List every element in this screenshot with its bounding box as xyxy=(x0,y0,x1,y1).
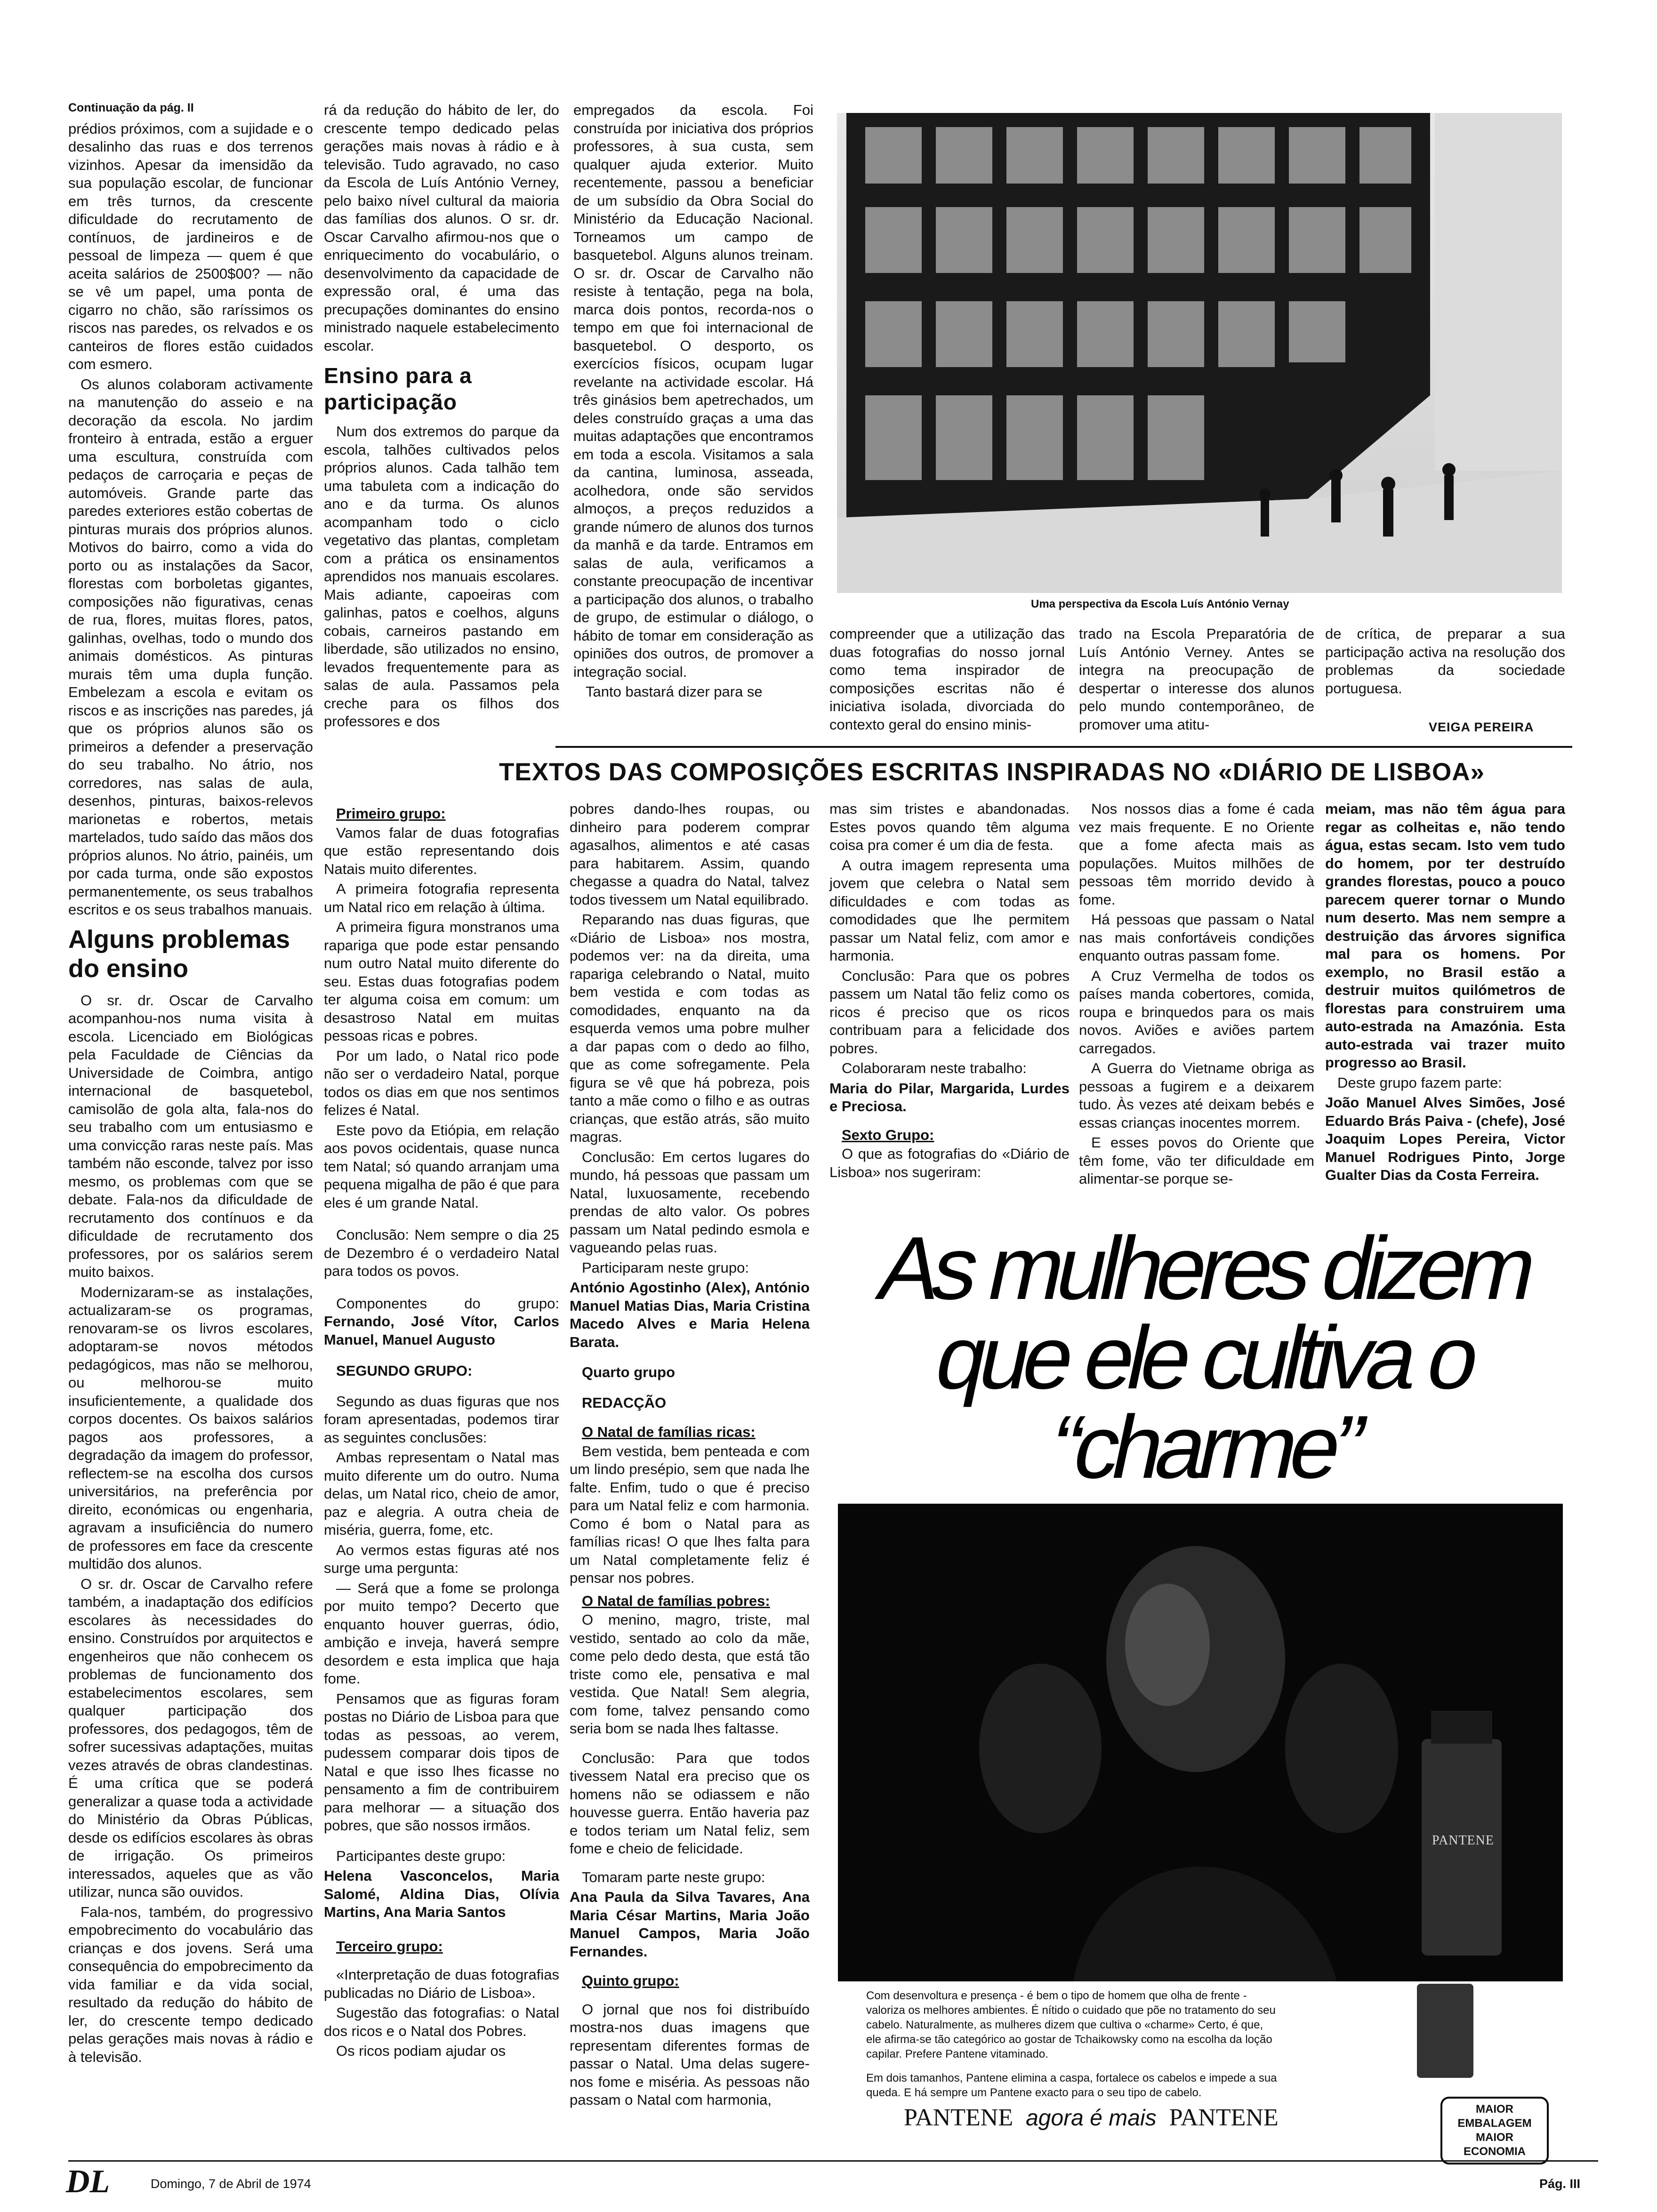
article-column-6 xyxy=(1325,625,1565,699)
paragraph: Conclusão: Nem sempre o dia 25 de Dezembro é o verdadeiro Natal para todos os povos. xyxy=(324,1226,559,1279)
paragraph: Bem vestida, bem penteada e com um lindo presépio, sem que nada lhe falte. Enfim, tudo o que é preciso para um Natal feliz e com harmonia. Como é bom o Natal para as famílias ricas! O que lhes falta para um Natal completamente feliz é pensar nos pobres. xyxy=(570,1443,810,1586)
pantene-advertisement xyxy=(828,1212,1582,2158)
compositions-column-5 xyxy=(1325,800,1565,1186)
paragraph: compreender que a utilização das duas fotografias do nosso jornal como tema inspirador de composições escritas não é iniciativa isolada, divorciada do contexto geral do ensino minis- xyxy=(829,625,1065,733)
paragraph: Sugestão das fotografias: o Natal dos ricos e o Natal dos Pobres. xyxy=(324,2004,559,2039)
members-label: Participaram neste grupo: xyxy=(582,1259,749,1276)
paragraph: O sr. dr. Oscar de Carvalho refere também, a inadaptação dos edifícios escolares às necessidades do ensino. Construídos por arquitectos e engenheiros que não conhecem os problemas de funcionamento dos estabelecimentos escolares, sem qualquer participação dos professores, dos pedagogos, têm de sofrer sucessivas adaptações, muitas vezes através de obras clandestinas. É uma crítica que se poderá generalizar a quase toda a actividade do Ministério da Obras Públicas, desde os edifícios escolares às obras de irrigação. Os primeiros interessados, aqueles que as vão utilizar, nunca são ouvidos. xyxy=(68,1575,313,1900)
members-label: Componentes do grupo: xyxy=(336,1295,559,1312)
paragraph: rá da redução do hábito de ler, do crescente tempo dedicado pelas gerações mais novas à rádio e à televisão. Tudo agravado, no caso da Escola de Luís António Verney, pelo baixo nível cultural da maioria das famílias dos alunos. O sr. dr. Oscar Carvalho afirmou-nos que o enriquecimento do vocabulário, o desenvolvimento da capacidade de expressão oral, é uma das precupações dominantes do ensino ministrado naquele estabelecimento escolar. xyxy=(324,102,559,354)
ad-slogan xyxy=(904,2104,1279,2132)
paragraph: Ambas representam o Natal mas muito diferente um do outro. Numa delas, um Natal rico, cheio de amor, paz e alegria. A outra cheia de miséria, guerra, fome, etc. xyxy=(324,1449,559,1538)
ad-copy-paragraph: Em dois tamanhos, Pantene elimina a caspa, fortalece os cabelos e impede a sua queda. E há sempre um Pantene exacto para o seu tipo de cabelo. xyxy=(866,2072,1277,2099)
members-list: Maria do Pilar, Margarida, Lurdes e Preciosa. xyxy=(829,1080,1070,1114)
paragraph: Modernizaram-se as instalações, actualizaram-se os programas, renovaram-se os livros escolares, adoptaram-se novos métodos pedagógicos, mas não se melhorou, ou melhorou-se muito insuficientemente, a qualidade dos corpos docentes. Os baixos salários pagos aos professores, a degradação da imagem do professor, reflectem-se na escolha dos cursos universitários, na preferência por direito, económicas ou engenharia, agravam a insuficiência do numero de professores em face da crescente multidão dos alunos. xyxy=(68,1283,313,1572)
paragraph: Ao vermos estas figuras até nos surge uma pergunta: xyxy=(324,1541,559,1576)
ad-copy-paragraph: Com desenvoltura e presença - é bem o tipo de homem que olha de frente - valoriza os melhores ambientes. É nítido o cuidado que põe no tratamento do seu cabelo. Naturalmente, as mulheres dizem que cultiva o «charme» Certo, é que, ele afirma-se tão categórico ao gostar de Tchaikowsky como na escolha da loção capilar. Prefere Pantene vitaminado. xyxy=(866,1989,1276,2060)
paragraph: Num dos extremos do parque da escola, talhões cultivados pelos próprios alunos. Cada talhão tem uma tabuleta com a indicação do ano e da turma. Os alunos acompanham todo o ciclo vegetativo das plantas, completam com a prática os ensinamentos aprendidos nos manuais escolares. Mais adiante, capoeiras com galinhas, patos e coelhos, alguns cobais, carneiros pastando em liberdade, são utilizados no ensino, levados frequentemente para as salas de aula. Passamos pela creche para os filhos dos professores e dos xyxy=(324,423,559,729)
members-label: Colaboraram neste trabalho: xyxy=(842,1060,1027,1076)
ad-headline-line-2: que ele cultiva o xyxy=(927,1308,1483,1408)
school-photo xyxy=(837,113,1562,593)
composition-headline: TEXTOS DAS COMPOSIÇÕES ESCRITAS INSPIRADAS NO «DIÁRIO DE LISBOA» xyxy=(499,758,1485,786)
group-heading: O Natal de famílias pobres: xyxy=(582,1592,770,1609)
paragraph: A Guerra do Vietname obriga as pessoas a fugirem e a deixarem tudo. Às vezes até deixam bebés e essas crianças inocentes morrem. xyxy=(1079,1060,1314,1131)
compositions-column-3 xyxy=(829,800,1070,1183)
article-column-3 xyxy=(573,101,813,703)
paragraph: empregados da escola. Foi construída por iniciativa dos próprios professores, à sua custa, sem qualquer ajuda exterior. Muito recentemente, passou a beneficiar de um subsídio da Obra Social do Ministério da Educação Nacional. Torneamos um campo de basquetebol. Alguns alunos treinam. O sr. dr. Oscar de Carvalho não resiste à tentação, pega na bola, marca dois pontos, recorda-nos o tempo em que foi internacional de basquetebol. O desporto, os exercícios físicos, ocupam lugar revelante na actividade escolar. Há três ginásios bem apetrechados, um deles construído graças a uma das muitas adaptações que encontramos em toda a escola. Visitamos a sala da cantina, luminosa, asseada, acolhedora, onde são servidos almoços, a preços reduzidos a grande número de alunos dos turnos da manhã e da tarde. Entramos em salas de aula, verificamos a constante preocupação de incentivar a participação dos alunos, o trabalho de grupo, de estimular o diálogo, o hábito de tomar em consideração as opiniões dos outros, de promover a integração social. xyxy=(573,102,813,680)
members-label: Tomaram parte neste grupo: xyxy=(582,1868,765,1885)
paragraph: Segundo as duas figuras que nos foram apresentadas, podemos tirar as seguintes conclusões: xyxy=(324,1393,559,1446)
footer-date: Domingo, 7 de Abril de 1974 xyxy=(151,2177,311,2191)
bottle-label: PANTENE xyxy=(1432,1833,1494,1848)
paragraph: Conclusão: Para que os pobres passem um Natal tão feliz como os ricos é preciso que os ricos contribuam para a felicidade dos pobres. xyxy=(829,967,1070,1057)
byline: VEIGA PEREIRA xyxy=(1429,720,1534,734)
paragraph: «Interpretação de duas fotografias publicadas no Diário de Lisboa». xyxy=(324,1966,559,2001)
paragraph: Os ricos podiam ajudar os xyxy=(336,2043,506,2059)
article-column-1 xyxy=(68,99,313,2068)
paragraph: Reparando nas duas figuras, que «Diário de Lisboa» nos mostra, podemos ver: na da direita, uma rapariga celebrando o Natal, muito bem vestida e com todas as comodidades, enquanto na da esquerda vemos uma pobre mulher a dar papas com o dedo ao filho, que as come sofregamente. Pela figura se vê que há pobreza, pois tanto a mãe como o filho e as outras crianças, que estão atrás, são muito magras. xyxy=(570,911,810,1145)
paragraph: trado na Escola Preparatória de Luís António Verney. Antes se integra na preocupação de despertar o interesse dos alunos pelo mundo contemporâneo, de promover uma atitu- xyxy=(1079,625,1314,733)
footer-page-number: Pág. III xyxy=(1539,2177,1581,2191)
group-heading: Quinto grupo: xyxy=(582,1972,679,1989)
subhead-ensino: Ensino para a participação xyxy=(324,363,472,414)
members-list: Fernando, José Vítor, Carlos Manuel, Manuel Augusto xyxy=(324,1313,559,1348)
paragraph: de crítica, de preparar a sua participação activa na resolução dos problemas da sociedade portuguesa. xyxy=(1325,625,1565,697)
paragraph: A primeira fotografia representa um Natal rico em relação à última. xyxy=(324,881,559,915)
paragraph: Nos nossos dias a fome é cada vez mais frequente. E no Oriente que a fome afecta mais as populações. Muitos milhões de pessoas têm morrido devido à fome. xyxy=(1079,801,1314,908)
members-label: Participantes deste grupo: xyxy=(336,1847,506,1864)
ad-headline-line-1: As mulheres dizem xyxy=(870,1218,1540,1318)
school-building-image xyxy=(837,113,1562,593)
product-bottle xyxy=(1417,1984,1473,2078)
article-column-5 xyxy=(1079,625,1314,736)
economy-badge: MAIOR EMBALAGEM MAIOR ECONOMIA xyxy=(1440,2097,1549,2164)
paragraph: Fala-nos, também, do progressivo empobrecimento do vocabulário das crianças e dos jovens. Será uma consequência do empobrecimento da vida familiar e da vida social, resultado da redução do hábito de ler, do crescente tempo dedicado pelas gerações mais novas à rádio e à televisão. xyxy=(68,1903,313,2065)
slogan-middle: agora é mais xyxy=(1026,2106,1157,2131)
slogan-brand: PANTENE xyxy=(904,2104,1014,2131)
paragraph: Pensamos que as figuras foram postas no Diário de Lisboa para que todas as pessoas, ao verem, pudessem comparar dois tipos de Natal e que isso lhes ficasse no pensamento a fim de contribuirem para melhorar — a situação dos pobres, que são nossos irmãos. xyxy=(324,1690,559,1834)
ad-headline-line-3: “charme” xyxy=(1042,1397,1368,1497)
section-rule xyxy=(555,746,1572,748)
subhead-problemas: Alguns problemas do ensino xyxy=(68,925,290,983)
paragraph: Os alunos colaboram activamente na manutenção do asseio e na decoração da escola. No jardim fronteiro à entrada, estão a erguer uma escultura, construída com pedaços de carroçaria e peças de automóveis. Grande parte das paredes exteriores estão cobertas de pinturas murais dos próprios alunos. Motivos do bairro, como a vida do porto ou as instalações da Sacor, florestas com borboletas gigantes, composições não figurativas, cenas de rua, flores, muitas flores, patos, galinhas, ovelhas, todo o mundo dos animais domésticos. As pinturas murais têm uma dupla função. Embelezam a escola e evitam os riscos e as inscrições nas paredes, já que os próprios alunos são os primeiros a defender a preservação do seu trabalho. No átrio, nos corredores, nas salas de aula, desenhos, pinturas, baixos-relevos marionetas e robertos, metais martelados, tudo saído das mãos dos próprios alunos. No átrio, painéis, um por cada turma, onde são expostos permanentemente, os seus trabalhos escritos e os seus trabalhos manuais. xyxy=(68,376,313,918)
paragraph: Conclusão: Para que todos tivessem Natal era preciso que os homens não se odiassem e não houvesse guerra. Então haveria paz e todos teriam um Natal feliz, sem fome e cheio de felicidade. xyxy=(570,1749,810,1857)
paragraph: — Será que a fome se prolonga por muito tempo? Decerto que enquanto houver guerras, ódio, ambição e inveja, haverá sempre desordem e esta implica que haja fome. xyxy=(324,1579,559,1687)
paragraph: Tanto bastará dizer para se xyxy=(586,683,763,700)
paragraph: Conclusão: Em certos lugares do mundo, há pessoas que passam um Natal, luxuosamente, recebendo prendas de alto valor. Os pobres passam um Natal pedindo esmola e vagueando pelas ruas. xyxy=(570,1148,810,1256)
paragraph: O que as fotografias do «Diário de Lisboa» nos sugeriram: xyxy=(829,1146,1070,1180)
paragraph: A primeira figura monstranos uma rapariga que pode estar pensando num outro Natal muito diferente do seu. Estas duas fotografias podem ter alguma coisa em comum: um desastroso Natal em muitas pessoas ricas e pobres. xyxy=(324,919,559,1044)
group-heading: O Natal de famílias ricas: xyxy=(582,1424,756,1440)
group-heading: SEGUNDO GRUPO: xyxy=(336,1362,473,1379)
paragraph: mas sim tristes e abandonadas. Estes povos quando têm alguma coisa pra comer é um dia de festa. xyxy=(829,801,1070,853)
paragraph: prédios próximos, com a sujidade e o desalinho das ruas e dos terrenos vizinhos. Apesar da imensidão da sua população escolar, de funcionar em três turnos, da crescente dificuldade do recrutamento de contínuos, de jardineiros e de pessoal de limpeza — quem é que aceita salários de 2500$00? — não se vê um papel, uma ponta de cigarro no chão, são raríssimos os riscos nas paredes, os relvados e os canteiros de flores estão cuidados com esmero. xyxy=(68,120,313,372)
members-list: Ana Paula da Silva Tavares, Ana Maria César Martins, Maria João Manuel Campos, Maria João Fernandes. xyxy=(570,1889,810,1960)
paragraph: A outra imagem representa uma jovem que celebra o Natal sem dificuldades e com todas as comodidades que lhe permitem passar um Natal feliz, com amor e harmonia. xyxy=(829,857,1070,964)
man-portrait-image xyxy=(838,1504,1563,1981)
ad-body-copy xyxy=(866,1988,1280,2102)
paragraph: Vamos falar de duas fotografias que estão representando dois Natais muito diferentes. xyxy=(324,824,559,877)
group-heading: Terceiro grupo: xyxy=(336,1938,443,1955)
redaccao-heading: REDACÇÃO xyxy=(582,1394,667,1411)
paragraph: O menino, magro, triste, mal vestido, sentado ao colo da mãe, come pelo dedo desta, que está tão triste como ele, pensativa e mal vestida. Que Natal! Sem alegria, com fome, talvez pensando como seria bom se nada lhes faltasse. xyxy=(570,1611,810,1737)
members-list: João Manuel Alves Simões, José Eduardo Brás Paiva - (chefe), José Joaquim Lopes Pereira, Victor Manuel Rodrigues Pinto, Jorge Gualter Dias da Costa Ferreira. xyxy=(1325,1094,1565,1183)
paragraph: O jornal que nos foi distribuído mostra-nos duas imagens que representam diferentes formas de passar o Natal. Uma delas sugere-nos fome e miséria. As pessoas não passam o Natal com harmonia, xyxy=(570,2001,810,2108)
group-heading: Primeiro grupo: xyxy=(336,805,446,822)
paragraph: Este povo da Etiópia, em relação aos povos ocidentais, quase nunca tem Natal; só quando arranjam uma pequena migalha de pão é que para eles é um grande Natal. xyxy=(324,1122,559,1211)
members-label: Deste grupo fazem parte: xyxy=(1337,1074,1502,1091)
compositions-column-2 xyxy=(570,800,810,2111)
compositions-column-1 xyxy=(324,800,559,2062)
continuation-label: Continuação da pág. II xyxy=(68,101,194,114)
logo-dl: DL xyxy=(66,2164,110,2200)
paragraph: E esses povos do Oriente que têm fome, vão ter dificuldade em alimentar-se porque se- xyxy=(1079,1134,1314,1187)
members-list: Helena Vasconcelos, Maria Salomé, Aldina Dias, Olívia Martins, Ana Maria Santos xyxy=(324,1867,559,1920)
group-heading: Quarto grupo xyxy=(582,1364,676,1380)
paragraph: A Cruz Vermelha de todos os países manda cobertores, comida, roupa e brinquedos para os mais novos. Aviões e aviões partem carregados. xyxy=(1079,967,1314,1057)
ad-photo xyxy=(838,1504,1563,1981)
paragraph: Há pessoas que passam o Natal nas mais confortáveis condições enquanto outras passam fome. xyxy=(1079,911,1314,964)
paragraph: Por um lado, o Natal rico pode não ser o verdadeiro Natal, porque todos os dias em que nos sentimos felizes é Natal. xyxy=(324,1047,559,1118)
paragraph: O sr. dr. Oscar de Carvalho acompanhou-nos numa visita à escola. Licenciado em Biológicas pela Faculdade de Ciências da Universidade de Coimbra, antigo internacional de basquetebol, camisolão de gola alta, fala-nos do seu trabalho com um entusiasmo e uma convicção raras neste país. Mas também não esconde, talvez por isso mesmo, os problemas com que se debate. Fala-nos da dificuldade de recrutamento dos contínuos e da dificuldade de recrutamento dos professores, por os salários serem muito baixos. xyxy=(68,992,313,1280)
article-column-4 xyxy=(829,625,1065,736)
group-heading: Sexto Grupo: xyxy=(842,1126,934,1143)
slogan-brand: PANTENE xyxy=(1169,2104,1279,2131)
paragraph: pobres dando-lhes roupas, ou dinheiro para poderem comprar agasalhos, alimentos e até casas para habitarem. Assim, quando chegasse a quadra do Natal, talvez todos tivessem um Natal equilibrado. xyxy=(570,801,810,908)
members-list: António Agostinho (Alex), António Manuel Matias Dias, Maria Cristina Macedo Alves e Maria Helena Barata. xyxy=(570,1279,810,1350)
paragraph: meiam, mas não têm água para regar as colheitas e, não tendo água, estas secam. Isto vem tudo do homem, por ter destruído grandes florestas, pouco a pouco parecem querer tornar o Mundo num deserto. Mas nem sempre a destruição das árvores significa mal para os homens. Por exemplo, no Brasil estão a destruir muitos quilómetros de florestas para construirem uma auto-estrada na Amazónia. Esta auto-estrada vai trazer muito progresso ao Brasil. xyxy=(1325,801,1565,1071)
footer-rule xyxy=(68,2160,1598,2162)
compositions-column-4 xyxy=(1079,800,1314,1190)
article-column-2 xyxy=(324,101,559,733)
photo-caption: Uma perspectiva da Escola Luís António Vernay xyxy=(1031,598,1289,610)
